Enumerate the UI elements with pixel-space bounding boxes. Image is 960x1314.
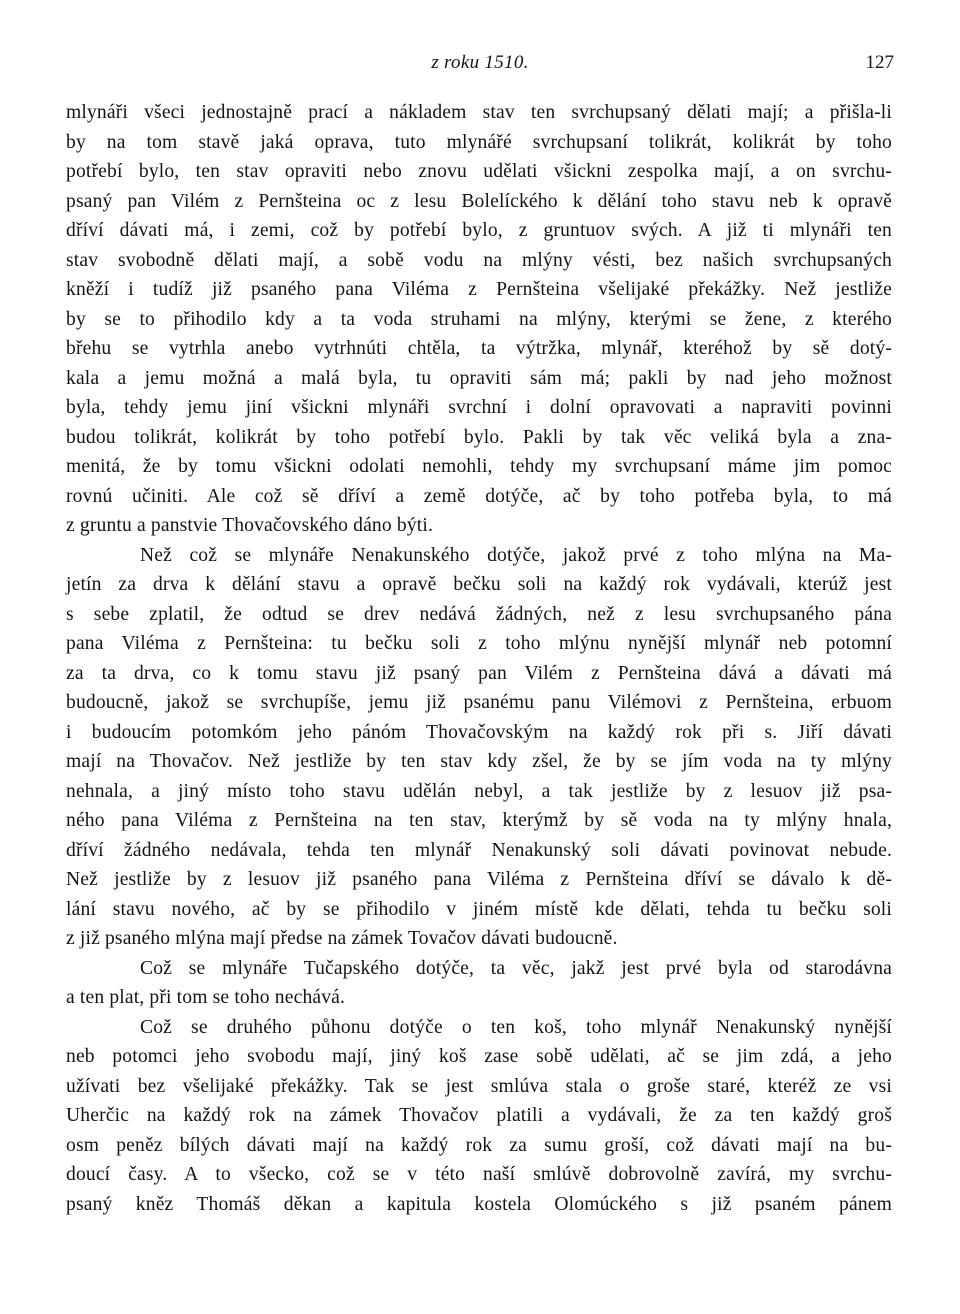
text-line: dříví žádného nedávala, tehda ten mlynář Nenakunský soli dávati povinovat nebude. — [66, 839, 892, 861]
text-line: budoucně, jakož se svrchupíše, jemu již psanému panu Vilémovi z Pernšteina, erbuom — [66, 692, 892, 713]
text-line: a ten plat, při tom se toho nechává. — [66, 987, 346, 1008]
text-line: by na tom stavě jaká oprava, tuto mlynářé svrchupsaní tolikrát, kolikrát by toho — [66, 131, 892, 153]
text-line: psaný kněz Thomáš děkan a kapitula kostela Olomúckého s již psaném pánem — [66, 1193, 892, 1215]
text-line: menitá, že by tomu všickni odolati nemohli, tehdy my svrchupsaní máme jim pomoc — [66, 456, 892, 477]
text-line: Uherčic na každý rok na zámek Thovačov platili a vydávali, že za ten každý groš — [66, 1105, 892, 1126]
body-text — [66, 98, 892, 1219]
text-line: doucí časy. A to všecko, což se v této naší smlúvě dobrovolně zavírá, my svrchu- — [66, 1164, 892, 1185]
running-title: z roku 1510. — [431, 52, 529, 73]
text-line: z gruntu a panstvie Thovačovského dáno býti. — [66, 515, 434, 536]
text-line: osm peněz bílých dávati mají na každý rok za sumu groší, což dávati mají na bu- — [66, 1134, 892, 1156]
text-line: i budoucím potomkóm jeho pánóm Thovačovským na každý rok při s. Jiří dávati — [66, 721, 892, 743]
text-line: stav svobodně dělati mají, a sobě vodu na mlýny vésti, bez našich svrchupsaných — [66, 249, 892, 271]
text-line: ného pana Viléma z Pernšteina na ten stav, kterýmž by sě voda na ty mlýny hnala, — [66, 810, 892, 831]
text-line: Což se mlynáře Tučapského dotýče, ta věc, jakž jest prvé byla od starodávna — [140, 957, 892, 979]
text-line: budou tolikrát, kolikrát by toho potřebí bylo. Pakli by tak věc veliká byla a zna- — [66, 426, 892, 448]
text-line: Což se druhého půhonu dotýče o ten koš, toho mlynář Nenakunský nynější — [140, 1016, 892, 1038]
text-line: mají na Thovačov. Než jestliže by ten stav kdy zšel, že by se jím voda na ty mlýny — [66, 751, 892, 772]
text-line: z již psaného mlýna mají předse na zámek Tovačov dávati budoucně. — [66, 928, 618, 949]
text-line: psaný pan Vilém z Pernšteina oc z lesu Bolelíckého k dělání toho stavu neb k opravě — [66, 190, 892, 212]
text-line: pana Viléma z Pernšteina: tu bečku soli z toho mlýnu nynější mlynář neb potomní — [66, 633, 892, 654]
page-number: 127 — [865, 52, 894, 73]
text-line: kala a jemu možná a malá byla, tu opraviti sám má; pakli by nad jeho možnost — [66, 367, 892, 389]
text-line: byla, tehdy jemu jiní všickni mlynáři svrchní i dolní opravovati a napraviti povinni — [66, 397, 892, 418]
text-line: Než což se mlynáře Nenakunského dotýče, jakož prvé z toho mlýna na Ma- — [140, 544, 892, 566]
text-line: by se to přihodilo kdy a ta voda struhami na mlýny, kterými se žene, z kterého — [66, 308, 892, 330]
text-line: mlynáři všeci jednostajně prací a nákladem stav ten svrchupsaný dělati mají; a přišla-li — [66, 102, 892, 123]
text-line: Než jestliže by z lesuov již psaného pana Viléma z Pernšteina dříví se dávalo k dě- — [66, 869, 892, 890]
text-line: s sebe zplatil, že odtud se drev nedává žádných, než z lesu svrchupsaného pána — [66, 603, 892, 625]
text-line: rovnú učiniti. Ale což sě dříví a země dotýče, ač by toho potřeba byla, to má — [66, 485, 892, 507]
text-line: za ta drva, co k tomu stavu již psaný pan Vilém z Pernšteina dává a dávati má — [66, 662, 892, 684]
text-line: břehu se vytrhla anebo vytrhnúti chtěla, ta výtržka, mlynář, kteréhož by sě dotý- — [66, 338, 892, 359]
text-line: dříví dávati má, i zemi, což by potřebí bylo, z gruntuov svých. A již ti mlynáři ten — [66, 220, 892, 241]
text-line: kněží i tudíž již psaného pana Viléma z Pernšteina všelijaké překážky. Než jestliže — [66, 279, 892, 300]
running-head — [0, 48, 960, 78]
text-line: potřebí bylo, ten stav opraviti nebo znovu udělati všickni zespolka mají, a on svrchu- — [66, 161, 892, 182]
text-line: jetín za drva k dělání stavu a opravě bečku soli na každý rok vydávali, kterúž jest — [66, 574, 892, 595]
text-line: lání stavu nového, ač by se přihodilo v jiném místě kde dělati, tehda tu bečku soli — [66, 898, 892, 920]
text-line: neb potomci jeho svobodu mají, jiný koš zase sobě udělati, ač se jim zdá, a jeho — [66, 1046, 892, 1067]
text-line: nehnala, a jiný místo toho stavu udělán nebyl, a tak jestliže by z lesuov již psa- — [66, 780, 892, 802]
text-line: užívati bez všelijaké překážky. Tak se jest smlúva stala o groše staré, kteréž ze vsi — [66, 1075, 892, 1097]
